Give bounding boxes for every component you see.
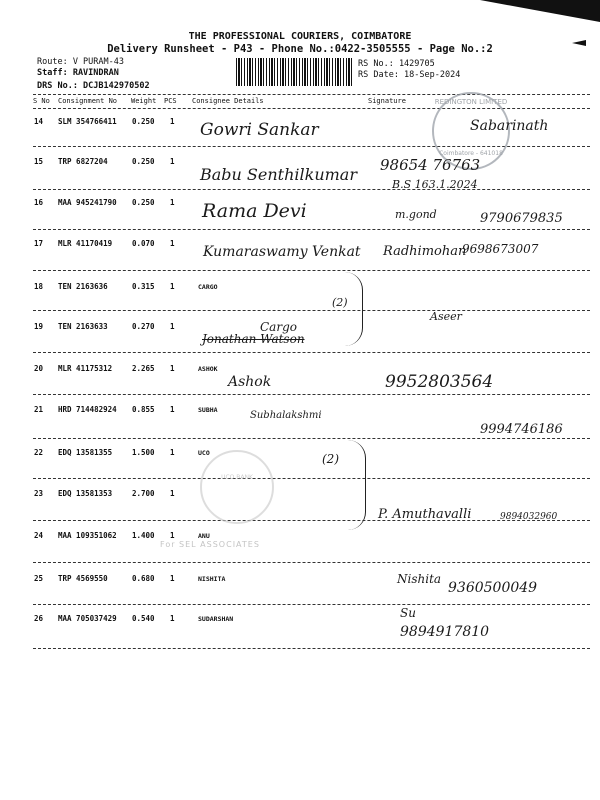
- row-weight: 0.315: [132, 282, 155, 291]
- row-consignee: SUDARSHAN: [198, 615, 234, 623]
- row-divider: [33, 438, 590, 439]
- row-sno: 21: [34, 405, 44, 414]
- company-title: THE PROFESSIONAL COURIERS, COIMBATORE: [188, 31, 412, 42]
- row-weight: 2.265: [132, 364, 155, 373]
- faint-seal-text: For SEL ASSOCIATES: [160, 540, 260, 549]
- bank-stamp: [200, 450, 274, 524]
- row-weight: 0.250: [132, 198, 155, 207]
- header-rule-bottom: [33, 108, 590, 109]
- row-pcs: 1: [170, 574, 175, 583]
- row-sno: 17: [34, 239, 44, 248]
- row-divider: [33, 394, 590, 395]
- hw-r26-phone: 9894917810: [400, 624, 490, 640]
- col-header-consignee: Consignee Details: [192, 97, 264, 105]
- hw-r16-sig: m.gond: [395, 208, 437, 221]
- row-consignment: EDQ 13581353: [58, 489, 113, 498]
- hw-r18-circle: (2): [332, 296, 348, 309]
- row-weight: 0.250: [132, 117, 155, 126]
- row-sno: 18: [34, 282, 44, 291]
- row-consignment: MLR 41170419: [58, 239, 113, 248]
- row-sno: 16: [34, 198, 44, 207]
- hw-r17-phone: 9698673007: [462, 242, 539, 256]
- row-consignment: HRD 714482924: [58, 405, 117, 414]
- hw-r22-circle: (2): [322, 452, 339, 466]
- row-sno: 26: [34, 614, 44, 623]
- brace-r22-r24: [345, 440, 366, 530]
- row-consignment: TEN 2163636: [58, 282, 108, 291]
- row-pcs: 1: [170, 614, 175, 623]
- row-consignee: ANU: [198, 532, 210, 540]
- row-divider: [33, 478, 590, 479]
- row-sno: 22: [34, 448, 44, 457]
- col-header-signature: Signature: [368, 97, 406, 105]
- row-consignment: MAA 705037429: [58, 614, 117, 623]
- rs-date: RS Date: 18-Sep-2024: [358, 70, 461, 80]
- row-consignee: CARGO: [198, 283, 218, 291]
- hw-r16-phone: 9790679835: [480, 211, 563, 226]
- hw-r15-note: B.S 163.1.2024: [392, 178, 478, 191]
- row-weight: 0.855: [132, 405, 155, 414]
- scan-corner-mark: [480, 0, 600, 22]
- row-consignment: MLR 41175312: [58, 364, 113, 373]
- rs-number: RS No.: 1429705: [358, 59, 435, 69]
- row-sno: 24: [34, 531, 44, 540]
- barcode: [236, 58, 352, 86]
- hw-r25-sig: Nishita: [397, 572, 442, 586]
- row-weight: 0.540: [132, 614, 155, 623]
- row-weight: 0.250: [132, 157, 155, 166]
- row-pcs: 1: [170, 157, 175, 166]
- row-pcs: 1: [170, 448, 175, 457]
- hw-r17-name: Kumaraswamy Venkat: [203, 244, 361, 260]
- row-divider: [33, 562, 590, 563]
- row-pcs: 1: [170, 322, 175, 331]
- row-divider: [33, 189, 590, 190]
- row-sno: 20: [34, 364, 44, 373]
- hw-r25-phone: 9360500049: [448, 580, 538, 596]
- col-header-sno: S No: [33, 97, 50, 105]
- row-consignee: ASHOK: [198, 365, 218, 373]
- hw-r18-sig: Aseer: [430, 310, 462, 323]
- row-pcs: 1: [170, 117, 175, 126]
- hw-r21-sig-left: Subhalakshmi: [250, 410, 322, 421]
- hw-r14-sig: Sabarinath: [470, 118, 549, 134]
- hw-r15-name: Babu Senthilkumar: [200, 165, 357, 184]
- row-pcs: 1: [170, 364, 175, 373]
- row-consignment: MAA 945241790: [58, 198, 117, 207]
- row-pcs: 1: [170, 489, 175, 498]
- row-weight: 1.500: [132, 448, 155, 457]
- hw-r19-struck: Jonathan Watson: [202, 332, 305, 346]
- hw-r26-sig: Su: [400, 606, 416, 620]
- hw-r20-sig: Ashok: [228, 374, 272, 390]
- route-label: Route: V PURAM-43: [37, 57, 124, 67]
- row-pcs: 1: [170, 239, 175, 248]
- row-sno: 23: [34, 489, 44, 498]
- row-weight: 0.070: [132, 239, 155, 248]
- hw-r15-phone: 98654 76763: [380, 156, 481, 174]
- row-consignee: UCO: [198, 449, 210, 457]
- col-header-weight: Weight: [131, 97, 157, 105]
- col-header-pcs: PCS: [164, 97, 177, 105]
- row-pcs: 1: [170, 198, 175, 207]
- row-divider: [33, 310, 590, 311]
- row-weight: 0.680: [132, 574, 155, 583]
- hw-r20-phone: 9952803564: [385, 372, 494, 392]
- stamp-subtext: Coimbatore - 641018: [439, 150, 503, 157]
- hw-r23-phone: 9894032960: [500, 512, 558, 522]
- hw-r23-sig: P. Amuthavalli: [378, 507, 472, 522]
- col-header-consignment: Consignment No: [58, 97, 118, 105]
- drs-number: DRS No.: DCJB142970502: [37, 81, 150, 91]
- hw-r19-name: Cargo: [260, 320, 297, 334]
- row-divider: [33, 604, 590, 605]
- row-divider: [33, 270, 590, 271]
- row-weight: 0.270: [132, 322, 155, 331]
- staff-label: Staff: RAVINDRAN: [37, 68, 119, 78]
- stamp-text: REDINGTON LIMITED: [434, 98, 508, 106]
- row-consignment: MAA 109351062: [58, 531, 117, 540]
- row-consignment: TEN 2163633: [58, 322, 108, 331]
- row-pcs: 1: [170, 405, 175, 414]
- row-consignee: SUBHA: [198, 406, 218, 414]
- row-pcs: 1: [170, 531, 175, 540]
- row-consignment: SLM 354766411: [58, 117, 117, 126]
- brace-r18-r19: [340, 272, 363, 346]
- row-divider: [33, 352, 590, 353]
- row-sno: 14: [34, 117, 44, 126]
- row-consignment: EDQ 13581355: [58, 448, 113, 457]
- row-sno: 19: [34, 322, 44, 331]
- hw-r14-name: Gowri Sankar: [200, 120, 319, 140]
- hw-r16-name: Rama Devi: [202, 200, 307, 222]
- header-rule-top: [33, 94, 590, 95]
- row-weight: 2.700: [132, 489, 155, 498]
- row-pcs: 1: [170, 282, 175, 291]
- runsheet-subtitle: Delivery Runsheet - P43 - Phone No.:0422-3505555 - Page No.:2: [107, 43, 493, 55]
- row-consignee: NISHITA: [198, 575, 226, 583]
- row-sno: 15: [34, 157, 44, 166]
- row-sno: 25: [34, 574, 44, 583]
- hw-r21-phone: 9994746186: [480, 422, 563, 437]
- row-consignment: TRP 4569550: [58, 574, 108, 583]
- bank-stamp-text: UCO BANK: [221, 474, 253, 481]
- row-weight: 1.400: [132, 531, 155, 540]
- row-divider: [33, 648, 590, 649]
- row-divider: [33, 229, 590, 230]
- row-consignment: TRP 6827204: [58, 157, 108, 166]
- hw-r17-sig: Radhimohan: [383, 244, 467, 259]
